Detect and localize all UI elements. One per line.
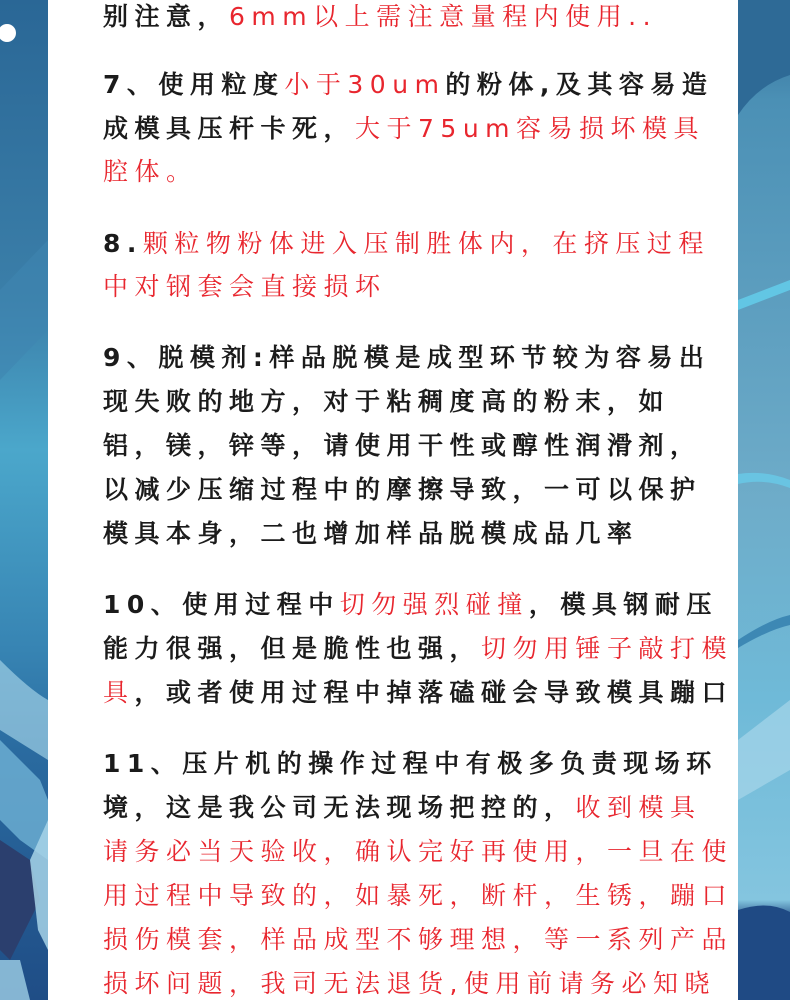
text-line: [103, 881, 733, 911]
text-line: [103, 70, 713, 100]
highlighted-warning-text: 小于30um: [284, 70, 446, 99]
abstract-shapes-icon: [0, 0, 48, 1000]
highlighted-warning-text: 损伤模套，样品成型不够理想，等一系列产品: [103, 925, 734, 954]
background-left-decoration: [0, 0, 48, 1000]
highlighted-warning-text: 收到模具: [575, 793, 702, 822]
highlighted-warning-text: 请务必当天验收，确认完好再使用，一旦在使: [103, 837, 734, 866]
text-line: [103, 431, 702, 461]
text-line: [103, 114, 705, 144]
highlighted-warning-text: 中对钢套会直接损坏: [103, 272, 387, 301]
text-line: [103, 749, 718, 779]
body-text: 的粉体,及其容易造: [445, 70, 714, 99]
body-text: 8.: [103, 229, 143, 258]
text-line: [103, 634, 733, 664]
text-line: [103, 519, 639, 549]
body-text: 能力很强，但是脆性也强，: [103, 634, 482, 663]
highlighted-warning-text: 损坏问题，我司无法退货,使用前请务必知晓: [103, 969, 716, 998]
text-line: [103, 157, 198, 187]
highlighted-warning-text: 切勿强烈碰撞: [339, 590, 529, 619]
highlighted-warning-text: 大于75um容易损坏模具: [355, 114, 706, 143]
body-text: 7、使用粒度: [103, 70, 285, 99]
text-line: [103, 229, 710, 259]
text-line: [103, 925, 733, 955]
body-text: ，模具钢耐压: [528, 590, 718, 619]
body-text: 模具本身，二也增加样品脱模成品几率: [103, 519, 639, 548]
text-line: [103, 590, 718, 620]
body-text: 现失败的地方，对于粘稠度高的粉末，如: [103, 387, 671, 416]
highlighted-warning-text: 具: [103, 678, 135, 707]
text-line: [103, 387, 670, 417]
highlighted-warning-text: 颗粒物粉体进入压制胜体内，在挤压过程: [142, 229, 710, 258]
highlighted-warning-text: 切勿用锤子敲打模: [481, 634, 734, 663]
text-line: [103, 475, 702, 505]
background-right-decoration: [738, 0, 790, 1000]
body-text: 铝，镁，锌等，请使用干性或醇性润滑剂，: [103, 431, 702, 460]
body-text: 9、脱模剂:样品脱模是成型环节较为容易出: [103, 343, 711, 372]
text-line: [103, 343, 710, 373]
text-line: [103, 272, 387, 302]
text-line: [103, 793, 702, 823]
body-text: 成模具压杆卡死，: [103, 114, 356, 143]
body-text: 别注意，: [103, 2, 230, 31]
text-line: [103, 678, 733, 708]
body-text: ，或者使用过程中掉落磕碰会导致模具蹦口: [134, 678, 734, 707]
body-text: 11、压片机的操作过程中有极多负责现场环: [103, 749, 718, 778]
abstract-shapes-icon: [738, 0, 790, 1000]
body-text: 10、使用过程中: [103, 590, 340, 619]
highlighted-warning-text: 用过程中导致的，如暴死，断杆，生锈，蹦口: [103, 881, 734, 910]
text-line: [103, 2, 657, 32]
highlighted-warning-text: 6mm以上需注意量程内使用..: [229, 2, 658, 31]
text-line: [103, 969, 716, 999]
body-text: 境，这是我公司无法现场把控的，: [103, 793, 576, 822]
content-panel: [48, 0, 738, 1000]
body-text: 以减少压缩过程中的摩擦导致，一可以保护: [103, 475, 702, 504]
text-line: [103, 837, 733, 867]
highlighted-warning-text: 腔体。: [103, 157, 198, 186]
